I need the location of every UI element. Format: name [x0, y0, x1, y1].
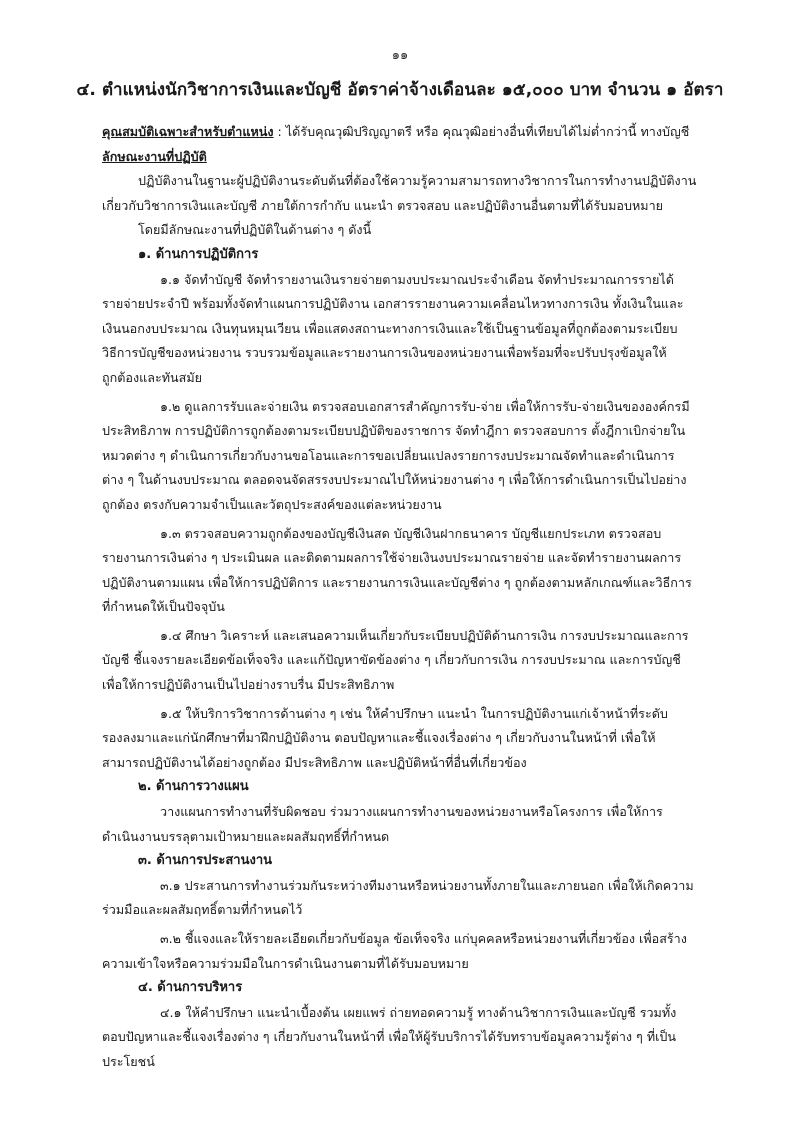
section-item: [102, 927, 712, 976]
item-line: ความเข้าใจหรือความร่วมมือในการดำเนินงานตามที่ได้รับมอบหมาย: [102, 955, 469, 971]
item-line: ๔.๑ ให้คำปรึกษา แนะนำเบื้องต้น เผยแพร่ ถ่ายทอดความรู้ ทางด้านวิชาการเงินและบัญชี รวมทั้ง: [160, 1004, 677, 1020]
section-item: [102, 624, 712, 698]
item-line: ๑.๔ ศึกษา วิเคราะห์ และเสนอความเห็นเกี่ยวกับระเบียบปฏิบัติด้านการเงิน การงบประมาณและการ: [160, 627, 689, 643]
intro-line: เกี่ยวกับวิชาการเงินและบัญชี ภายใต้การกำกับ แนะนำ ตรวจสอบ และปฏิบัติงานอื่นตามที่ได้รับมอบหมาย: [102, 197, 664, 213]
document-title: ๔. ตำแหน่งนักวิชาการเงินและบัญชี อัตราค่าจ้างเดือนละ ๑๕,๐๐๐ บาท จำนวน ๑ อัตรา: [76, 80, 724, 100]
section-heading: ๒. ด้านการวางแผน: [138, 779, 249, 795]
section-item: [102, 800, 712, 849]
qualification-label: คุณสมบัติเฉพาะสำหรับตำแหน่ง: [102, 124, 274, 139]
item-line: ตอบปัญหาและชี้แจงเรื่องต่าง ๆ เกี่ยวกับงานในหน้าที่ เพื่อให้ผู้รับบริการได้รับทราบข้อมูลความรู้ต่าง ๆ ที่เป็น: [102, 1029, 677, 1045]
item-line: หมวดต่าง ๆ ดำเนินการเกี่ยวกับงานขอโอนและการขอเปลี่ยนแปลงรายการงบประมาณจัดทำและดำเนินการ: [102, 447, 675, 463]
item-line: ต่าง ๆ ในด้านงบประมาณ ตลอดจนจัดสรรงบประมาณไปให้หน่วยงานต่าง ๆ เพื่อให้การดำเนินการเป็นไปอย่าง: [102, 472, 687, 488]
document-body: [102, 120, 712, 1075]
item-line: เงินนอกงบประมาณ เงินทุนหมุนเวียน เพื่อแสดงสถานะทางการเงินและใช้เป็นฐานข้อมูลที่ถูกต้องตามระเบียบ: [102, 320, 678, 336]
section-heading: ๔. ด้านการบริหาร: [138, 980, 243, 996]
item-line: ๑.๓ ตรวจสอบความถูกต้องของบัญชีเงินสด บัญชีเงินฝากธนาคาร บัญชีแยกประเภท ตรวจสอบ: [160, 525, 662, 541]
item-line: รายงานการเงินต่าง ๆ ประเมินผล และติดตามผลการใช้จ่ายเงินงบประมาณรายจ่าย และจัดทำรายงานผลการ: [102, 550, 682, 566]
item-line: ที่กำหนดให้เป็นปัจจุบัน: [102, 599, 225, 615]
section-item: [102, 268, 712, 391]
item-line: ถูกต้องและทันสมัย: [102, 369, 203, 385]
item-line: สามารถปฏิบัติงานได้อย่างถูกต้อง มีประสิทธิภาพ และปฏิบัติหน้าที่อื่นที่เกี่ยวข้อง: [102, 754, 527, 770]
item-line: รายจ่ายประจำปี พร้อมทั้งจัดทำแผนการปฏิบัติงาน เอกสารรายงานความเคลื่อนไหวทางการเงิน ทั้งเงินในและ: [102, 296, 684, 312]
qualification-text: : ได้รับคุณวุฒิปริญญาตรี หรือ คุณวุฒิอย่างอื่นที่เทียบได้ไม่ต่ำกว่านี้ ทางบัญชี: [273, 124, 690, 139]
item-line: ๓.๒ ชี้แจงและให้รายละเอียดเกี่ยวกับข้อมูล ข้อเท็จจริง แก่บุคคลหรือหน่วยงานที่เกี่ยวข้อง เพื่อสร้าง: [160, 931, 687, 946]
item-line: ๑.๑ จัดทำบัญชี จัดทำรายงานเงินรายจ่ายตามงบประมาณประจำเดือน จัดทำประมาณการรายได้: [160, 271, 674, 287]
section-item: [102, 1001, 712, 1075]
intro-line: โดยมีลักษณะงานที่ปฏิบัติในด้านต่าง ๆ ดังนี้: [138, 222, 372, 238]
item-line: ถูกต้อง ตรงกับความจำเป็นและวัตถุประสงค์ของแต่ละหน่วยงาน: [102, 496, 442, 512]
item-line: ประโยชน์: [102, 1053, 155, 1069]
section-item: [102, 522, 712, 620]
item-line: เพื่อให้การปฏิบัติงานเป็นไปอย่างราบรื่น มีประสิทธิภาพ: [102, 677, 395, 693]
item-line: ๑.๕ ให้บริการวิชาการด้านต่าง ๆ เช่น ให้คำปรึกษา แนะนำ ในการปฏิบัติงานแก่เจ้าหน้าที่ระดับ: [160, 705, 668, 721]
section-item: [102, 702, 712, 776]
item-line: วางแผนการทำงานที่รับผิดชอบ ร่วมวางแผนการทำงานของหน่วยงานหรือโครงการ เพื่อให้การ: [160, 804, 663, 820]
section-item: [102, 395, 712, 518]
qualification-line: [102, 120, 712, 145]
section-item: [102, 874, 712, 923]
item-line: ๓.๑ ประสานการทำงานร่วมกันระหว่างทีมงานหรือหน่วยงานทั้งภายในและภายนอก เพื่อให้เกิดความ: [160, 877, 694, 893]
item-line: ปฏิบัติงานตามแผน เพื่อให้การปฏิบัติการ และรายงานการเงินและบัญชีต่าง ๆ ถูกต้องตามหลักเกณฑ์และวิธีการ: [102, 574, 692, 590]
intro-line: ปฏิบัติงานในฐานะผู้ปฏิบัติงานระดับต้นที่ต้องใช้ความรู้ความสามารถทางวิชาการในการทำงานปฏิบัติงาน: [138, 173, 697, 189]
item-line: บัญชี ชี้แจงรายละเอียดข้อเท็จจริง และแก้ปัญหาขัดข้องต่าง ๆ เกี่ยวกับการเงิน การงบประมาณ และการบัญชี: [102, 652, 681, 668]
item-line: ๑.๒ ดูแลการรับและจ่ายเงิน ตรวจสอบเอกสารสำคัญการรับ-จ่าย เพื่อให้การรับ-จ่ายเงินขององค์กรมี: [160, 398, 690, 414]
item-line: รองลงมาและแก่นักศึกษาที่มาฝึกปฏิบัติงาน ตอบปัญหาและชี้แจงเรื่องต่าง ๆ เกี่ยวกับงานในหน้าที่ เพื่อให้: [102, 730, 656, 746]
duties-heading: ลักษณะงานที่ปฏิบัติ: [102, 148, 207, 164]
item-line: วิธีการบัญชีของหน่วยงาน รวบรวมข้อมูลและรายงานการเงินของหน่วยงานเพื่อพร้อมที่จะปรับปรุงข้อมูลให้: [102, 345, 667, 361]
item-line: ร่วมมือและผลสัมฤทธิ์ตามที่กำหนดไว้: [102, 902, 303, 918]
section-heading: ๓. ด้านการประสานงาน: [138, 853, 273, 869]
item-line: ดำเนินงานบรรลุตามเป้าหมายและผลสัมฤทธิ์ที่กำหนด: [102, 828, 390, 844]
page-number: ๑๑: [391, 48, 409, 63]
item-line: ประสิทธิภาพ การปฏิบัติการถูกต้องตามระเบียบปฏิบัติของราชการ จัดทำฎีกา ตรวจสอบการ ตั้งฎีกาเบิกจ่ายใน: [102, 423, 686, 439]
section-heading: ๑. ด้านการปฏิบัติการ: [138, 246, 259, 262]
